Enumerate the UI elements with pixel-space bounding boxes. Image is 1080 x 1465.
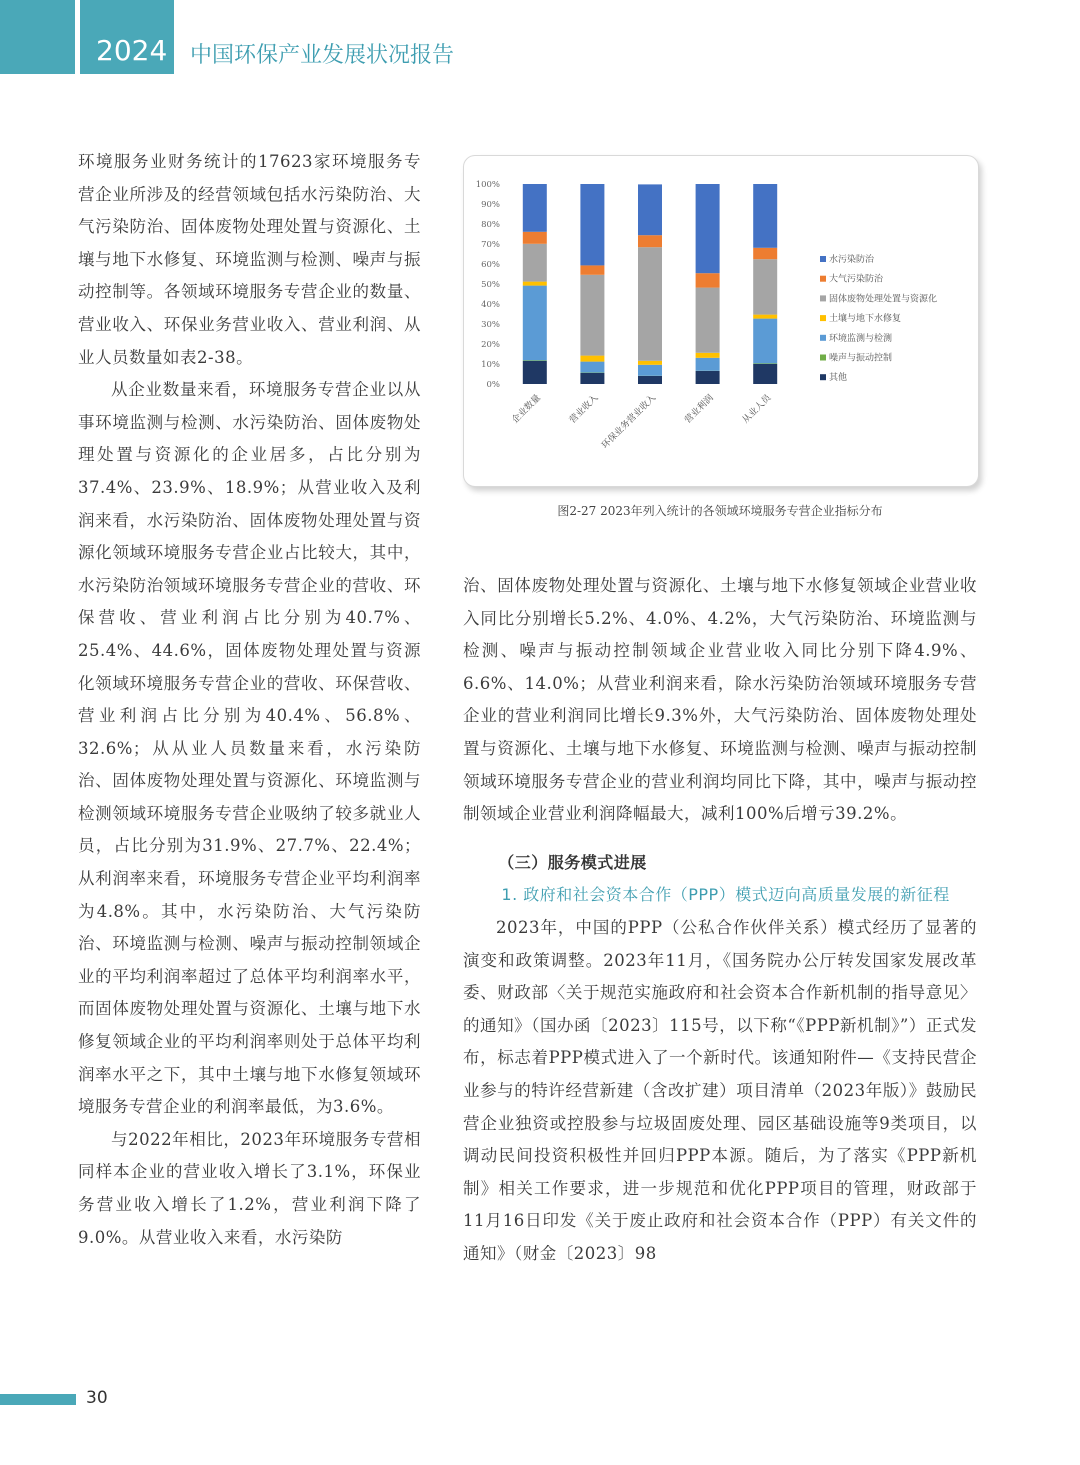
bar-segment [580,356,604,362]
paragraph-continuation: 治、固体废物处理处置与资源化、土壤与地下水修复领域企业营业收入同比分别增长5.2%、4.0%、4.2%，大气污染防治、环境监测与检测、噪声与振动控制领域企业营业收入同比分别下降4.9%、6.6%、14.0%；从营业利润来看，除水污染防治领域环境服务专营企业的营业利润同比增长9.3%外，大气污染防治、固体废物处理处置与资源化、土壤与地下水修复、环境监测与检测、噪声与振动控制领域环境服务专营企业的营业利润均同比下降，其中，噪声与振动控制领域企业营业利润降幅最大，减利100%后增亏39.2%。 [463,576,977,824]
bar-segment [523,232,547,244]
legend-swatch [820,374,826,380]
stacked-bar-chart [464,156,978,486]
bar-segment [638,247,662,361]
bar-segment [523,360,547,361]
x-tick-label: 企业数量 [510,393,543,426]
legend-entry: 大气污染防治 [829,274,884,285]
left-text-column [78,146,421,1254]
y-tick-label: 0% [486,380,500,390]
footer-bar [0,1394,76,1405]
x-tick-label: 环保业务营业收入 [600,393,659,452]
y-tick-label: 40% [481,300,500,310]
bar-segment [523,361,547,384]
y-tick-label: 50% [481,280,500,290]
legend-swatch [820,276,826,282]
bar-segment [753,315,777,319]
legend-entry: 固体废物处理处置与资源化 [829,294,938,305]
bar-segment [696,273,720,287]
bar-segment [696,184,720,273]
legend-swatch [820,315,826,321]
figure-caption: 图2-27 2023年列入统计的各领域环境服务专营企业指标分布 [557,504,883,518]
sub-heading: 1. 政府和社会资本合作（PPP）模式迈向高质量发展的新征程 [501,885,950,905]
bar-segment [523,244,547,282]
bar-segment [753,363,777,364]
legend-swatch [820,295,826,301]
x-tick-label: 营业收入 [567,393,601,426]
paragraph-analysis: 从企业数量来看，环境服务专营企业以从事环境监测与检测、水污染防治、固体废物处理处置与资源化的企业居多，占比分别为37.4%、23.9%、18.9%；从营业收入及利润来看，水污染防治、固体废物处理处置与资源化领域环境服务专营企业占比较大，其中，水污染防治领域环境服务专营企业的营收、环保营收、营业利润占比分别为40.7%、25.4%、44.6%，固体废物处理处置与资源化领域环境服务专营企业的营收、环保营收、营业利润占比分别为40.4%、56.8%、32.6%；从从业人员数量来看，水污染防治、固体废物处理处置与资源化、环境监测与检测领域环境服务专营企业吸纳了较多就业人员，占比分别为31.9%、27.7%、22.4%；从利润率来看，环境服务专营企业平均利润率为4.8%。其中，水污染防治、大气污染防治、环境监测与检测、噪声与振动控制领域企业的平均利润率超过了总体平均利润率水平，而固体废物处理处置与资源化、土壤与地下水修复领域企业的平均利润率则处于总体平均利润率水平之下，其中土壤与地下水修复领域环境服务专营企业的利润率最低，为3.6%。 [78,380,421,1117]
bar-segment [696,288,720,353]
y-tick-label: 20% [481,340,500,350]
legend-entry: 环境监测与检测 [829,333,893,344]
bar-segment [753,184,777,248]
bar-segment [753,259,777,314]
bar-segment [696,358,720,371]
x-tick-label: 营业利润 [683,393,716,426]
paragraph-comparison: 与2022年相比，2023年环境服务专营相同样本企业的营业收入增长了3.1%，环保业务营业收入增长了1.2%，营业利润下降了9.0%。从营业收入来看，水污染防 [78,1129,421,1247]
legend-swatch [820,256,826,262]
y-tick-label: 10% [481,360,500,370]
section-heading: （三）服务模式进展 [498,852,647,872]
y-tick-label: 100% [475,180,500,190]
bar-segment [580,373,604,384]
legend-swatch [820,335,826,341]
legend-entry: 土壤与地下水修复 [829,314,902,325]
legend-entry: 其他 [829,373,848,384]
legend-entry: 水污染防治 [829,255,875,265]
y-tick-label: 70% [481,240,500,250]
header-year: 2024 [96,34,168,67]
bar-segment [638,376,662,384]
bar-segment [523,286,547,361]
header-color-band [0,0,75,74]
y-tick-label: 80% [481,220,500,230]
bar-segment [523,282,547,286]
bar-segment [638,365,662,376]
paragraph-ppp: 2023年，中国的PPP（公私合作伙伴关系）模式经历了显著的演变和政策调整。2023年11月，《国务院办公厅转发国家发展改革委、财政部〈关于规范实施政府和社会资本合作新机制的指导意见〉的通知》（国办函〔2023〕115号，以下称“《PPP新机制》”）正式发布，标志着PPP模式进入了一个新时代。该通知附件—《支持民营企业参与的特许经营新建（含改扩建）项目清单（2023年版）》鼓励民营企业独资或控股参与垃圾固废处理、园区基础设施等9类项目，以调动民间投资积极性并回归PPP本源。随后，为了落实《PPP新机制》相关工作要求，进一步规范和优化PPP项目的管理，财政部于11月16日印发《关于废止政府和社会资本合作（PPP）有关文件的通知》（财金〔2023〕98 [463,917,977,1263]
report-title: 中国环保产业发展状况报告 [190,43,455,68]
bar-segment [580,184,604,265]
bar-segment [523,184,547,232]
bar-segment [696,353,720,358]
bar-segment [638,361,662,365]
bar-segment [696,371,720,384]
bar-segment [638,235,662,247]
chart-card [463,155,979,487]
x-tick-label: 从业人员 [740,393,774,426]
bar-segment [638,184,662,235]
bar-segment [580,362,604,373]
y-tick-label: 90% [481,200,500,210]
bar-segment [753,319,777,364]
legend-entry: 噪声与振动控制 [829,353,893,364]
bar-segment [753,248,777,259]
paragraph-intro: 环境服务业财务统计的17623家环境服务专营企业所涉及的经营领域包括水污染防治、大气污染防治、固体废物处理处置与资源化、土壤与地下水修复、环境监测与检测、噪声与振动控制等。各领域环境服务专营企业的数量、营业收入、环保业务营业收入、营业利润、从业人员数量如表2-38。 [78,152,421,367]
bar-segment [580,275,604,356]
y-tick-label: 30% [481,320,500,330]
right-text-column [463,570,977,1270]
y-tick-label: 60% [481,260,500,270]
page-number: 30 [86,1388,108,1408]
bar-segment [580,265,604,274]
legend-swatch [820,355,826,361]
bar-segment [753,364,777,384]
